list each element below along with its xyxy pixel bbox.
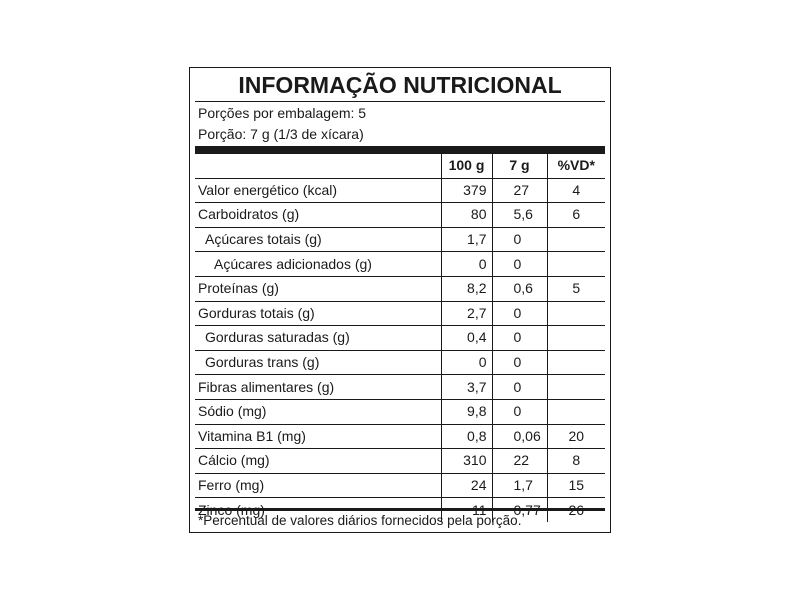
column-header-7g: 7 g — [492, 154, 547, 178]
value-vd — [547, 301, 605, 326]
portion-size: Porção: 7 g (1/3 de xícara) — [198, 126, 364, 142]
nutrient-name: Gorduras totais (g) — [195, 301, 441, 326]
table-header-row — [195, 154, 605, 178]
nutrition-table — [195, 154, 605, 522]
nutrient-name: Açúcares adicionados (g) — [195, 252, 441, 277]
value-vd: 6 — [547, 203, 605, 228]
nutrient-name: Açúcares totais (g) — [195, 227, 441, 252]
value-7g: 0 — [492, 350, 547, 375]
table-row — [195, 203, 605, 228]
table-row — [195, 473, 605, 498]
value-100g: 1,7 — [441, 227, 492, 252]
table-row — [195, 375, 605, 400]
value-100g: 3,7 — [441, 375, 492, 400]
table-row — [195, 276, 605, 301]
table-row — [195, 424, 605, 449]
value-7g: 0 — [492, 375, 547, 400]
table-row — [195, 449, 605, 474]
nutrient-name: Fibras alimentares (g) — [195, 375, 441, 400]
value-vd — [547, 375, 605, 400]
nutrient-name: Ferro (mg) — [195, 473, 441, 498]
value-7g: 0 — [492, 227, 547, 252]
value-7g: 5,6 — [492, 203, 547, 228]
value-vd: 8 — [547, 449, 605, 474]
table-row — [195, 227, 605, 252]
nutrient-name: Proteínas (g) — [195, 276, 441, 301]
value-vd — [547, 227, 605, 252]
value-100g: 0,4 — [441, 326, 492, 351]
value-vd: 15 — [547, 473, 605, 498]
value-vd: 4 — [547, 178, 605, 203]
value-vd — [547, 326, 605, 351]
value-7g: 0 — [492, 252, 547, 277]
nutrition-facts-label — [189, 67, 611, 533]
column-header-100g: 100 g — [441, 154, 492, 178]
value-vd: 5 — [547, 276, 605, 301]
bottom-divider — [195, 508, 605, 511]
value-100g: 9,8 — [441, 399, 492, 424]
value-vd: 20 — [547, 424, 605, 449]
table-row — [195, 178, 605, 203]
nutrient-name: Cálcio (mg) — [195, 449, 441, 474]
table-row — [195, 399, 605, 424]
table-row — [195, 301, 605, 326]
value-7g: 0,06 — [492, 424, 547, 449]
value-vd — [547, 252, 605, 277]
value-7g: 22 — [492, 449, 547, 474]
value-7g: 0 — [492, 399, 547, 424]
value-100g: 24 — [441, 473, 492, 498]
value-vd — [547, 399, 605, 424]
nutrient-name: Carboidratos (g) — [195, 203, 441, 228]
value-100g: 8,2 — [441, 276, 492, 301]
value-7g: 1,7 — [492, 473, 547, 498]
value-7g: 0 — [492, 301, 547, 326]
nutrient-name: Gorduras saturadas (g) — [195, 326, 441, 351]
nutrient-name: Valor energético (kcal) — [195, 178, 441, 203]
value-100g: 80 — [441, 203, 492, 228]
value-7g: 0 — [492, 326, 547, 351]
value-7g: 0,6 — [492, 276, 547, 301]
table-row — [195, 326, 605, 351]
value-vd — [547, 350, 605, 375]
value-100g: 0,8 — [441, 424, 492, 449]
footnote: *Percentual de valores diários fornecidos pela porção. — [198, 513, 522, 528]
nutrient-name: Gorduras trans (g) — [195, 350, 441, 375]
value-100g: 0 — [441, 252, 492, 277]
value-7g: 27 — [492, 178, 547, 203]
value-100g: 310 — [441, 449, 492, 474]
table-row — [195, 252, 605, 277]
column-header-vd: %VD* — [547, 154, 605, 178]
servings-per-package: Porções por embalagem: 5 — [198, 105, 367, 121]
title-divider — [195, 101, 605, 102]
value-100g: 2,7 — [441, 301, 492, 326]
value-100g: 379 — [441, 178, 492, 203]
column-header-nutrient — [195, 154, 441, 178]
nutrient-name: Sódio (mg) — [195, 399, 441, 424]
table-row — [195, 350, 605, 375]
nutrient-name: Vitamina B1 (mg) — [195, 424, 441, 449]
label-title: INFORMAÇÃO NUTRICIONAL — [238, 72, 562, 98]
value-100g: 0 — [441, 350, 492, 375]
thick-divider — [195, 146, 605, 154]
